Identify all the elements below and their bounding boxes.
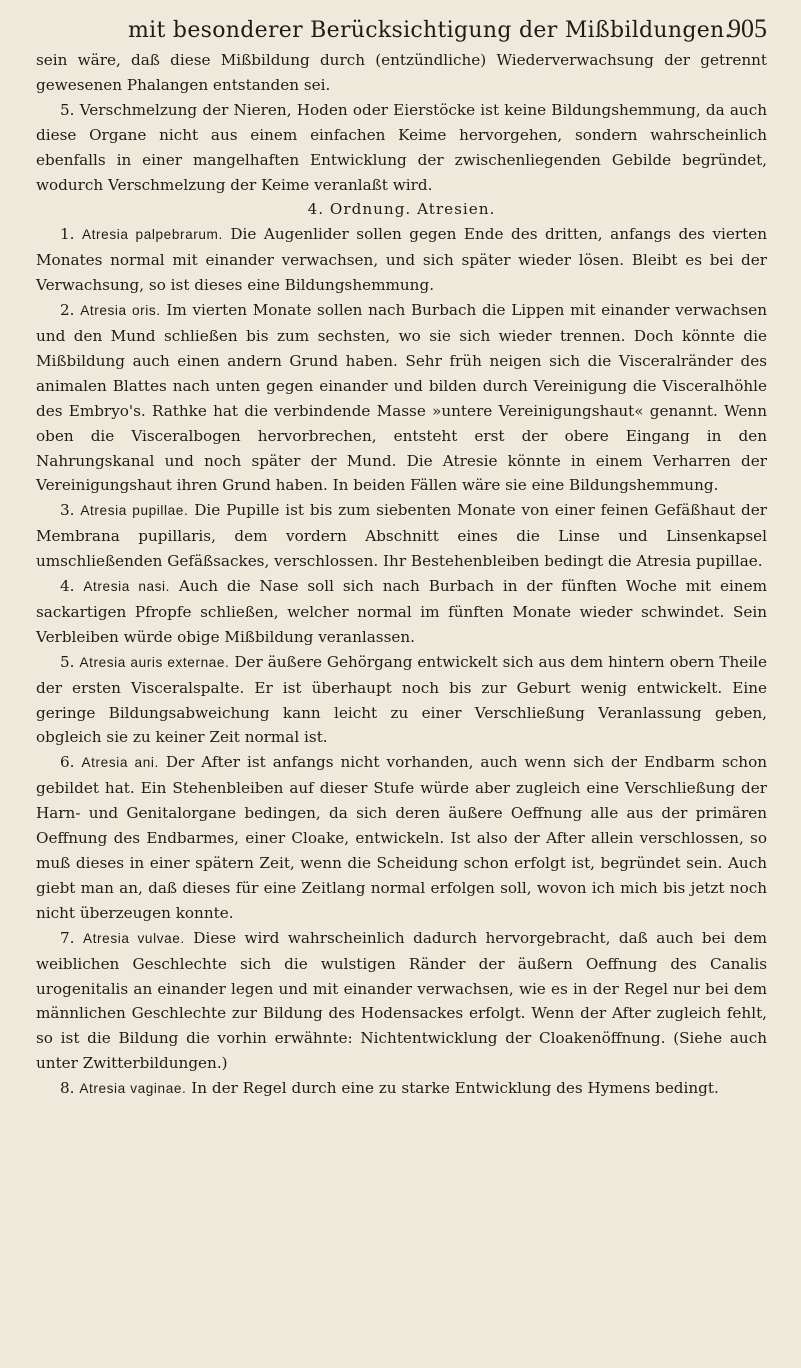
entry-number: 3. bbox=[60, 501, 75, 520]
entry-number: 2. bbox=[60, 301, 75, 320]
entry-latin-term: Atresia oris. bbox=[80, 303, 161, 319]
entry-number: 6. bbox=[60, 753, 75, 772]
entry-text: Diese wird wahrscheinlich dadurch hervorgebracht, daß auch bei dem weiblichen Geschlechte sich die wulstigen Ränder der äußern Oeffnung des Canalis urogenitalis an einander legen und mit einander verwachsen, wie es in der Regel nur bei dem männlichen Geschlechte zur Bildung des Hodensackes erfolgt. Wenn der After zugleich fehlt, so ist die Bildung die vorhin erwähnte: Nichtentwicklung der Cloakenöffnung. (Siehe auch unter Zwitterbildungen.) bbox=[36, 928, 768, 1073]
entry-latin-term: Atresia pupillae. bbox=[80, 503, 189, 519]
atresia-entry-7 bbox=[36, 926, 767, 1076]
entry-text: Der äußere Gehörgang entwickelt sich aus dem hintern obern Theile der ersten Visceralspalte. Er ist überhaupt noch bis zur Geburt wenig entwickelt. Eine geringe Bildungsabweichung kann leicht zu einer Verschließung Veranlassung geben, obgleich sie zu keiner Zeit normal ist. bbox=[36, 652, 768, 747]
page-number: 905 bbox=[728, 14, 767, 43]
entry-number: 1. bbox=[60, 225, 75, 244]
entry-latin-term: Atresia ani. bbox=[81, 755, 159, 771]
atresia-entry-4 bbox=[36, 574, 767, 650]
atresia-entry-6 bbox=[36, 750, 767, 925]
atresia-entry-1 bbox=[36, 222, 767, 298]
atresia-entry-2 bbox=[36, 298, 767, 498]
entry-number: 8. bbox=[60, 1079, 75, 1098]
running-header bbox=[36, 14, 767, 48]
entry-latin-term: Atresia nasi. bbox=[83, 579, 171, 595]
entry-text: Im vierten Monate sollen nach Burbach die Lippen mit einander verwachsen und den Mund schließen bis zum sechsten, wo sie sich wieder trennen. Doch könnte die Mißbildung auch einen andern Grund haben. Sehr früh neigen sich die Visceralränder des animalen Blattes nach unten gegen einander und bilden durch Vereinigung die Visceralhöhle des Embryo's. Rathke hat die verbindende Masse »untere Vereinigungshaut« genannt. Wenn oben die Visceralbogen hervorbrechen, entsteht erst der obere Eingang in den Nahrungskanal und noch später der Mund. Die Atresie könnte in einem Verharren der Vereinigungshaut ihren Grund haben. In beiden Fällen wäre sie eine Bildungshemmung. bbox=[36, 301, 768, 495]
running-title: mit besonderer Berücksichtigung der Mißbildungen. bbox=[128, 18, 732, 43]
paragraph-intro: sein wäre, daß diese Mißbildung durch (entzündliche) Wiederverwachsung der getrennt gewesenen Phalangen entstanden sei. bbox=[36, 51, 767, 94]
entry-number: 7. bbox=[60, 928, 75, 947]
entry-latin-term: Atresia palpebrarum. bbox=[82, 227, 223, 243]
entry-text: Die Pupille ist bis zum siebenten Monate von einer feinen Gefäßhaut der Membrana pupillaris, dem vordern Abschnitt eines die Linse und Linsenkapsel umschließenden Gefäßsackes, verschlossen. Ihr Bestehenbleiben bedingt die Atresia pupillae. bbox=[36, 501, 768, 571]
section-heading: 4. Ordnung. Atresien. bbox=[307, 200, 496, 219]
entry-text: Die Augenlider sollen gegen Ende des dritten, anfangs des vierten Monates normal mit einander verwachsen, und sich später wieder lösen. Bleibt es bei der Verwachsung, so ist dieses eine Bildungshemmung. bbox=[36, 225, 767, 295]
entry-latin-term: Atresia auris externae. bbox=[79, 654, 230, 670]
entry-latin-term: Atresia vulvae. bbox=[82, 930, 185, 946]
entry-number: 4. bbox=[60, 577, 75, 596]
entry-number: 5. bbox=[60, 652, 75, 671]
atresia-entry-8 bbox=[36, 1076, 767, 1102]
atresia-entry-5 bbox=[36, 650, 767, 751]
entry-latin-term: Atresia vaginae. bbox=[79, 1081, 187, 1097]
paragraph-item-5: 5. Verschmelzung der Nieren, Hoden oder Eierstöcke ist keine Bildungshemmung, da auch diese Organe nicht aus einem einfachen Keime hervorgehen, sondern wahrscheinlich ebenfalls in einer mangelhaften Entwicklung der zwischenliegenden Gebilde begründet, wodurch Verschmelzung der Keime veranlaßt wird. bbox=[36, 100, 767, 194]
entry-text: Der After ist anfangs nicht vorhanden, auch wenn sich der Endbarm schon gebildet hat. Ein Stehenbleiben auf dieser Stufe würde aber zugleich eine Verschließung der Harn- und Genitalorgane bedingen, da sich deren äußere Oeffnung alle aus der primären Oeffnung des Endbarmes, einer Cloake, entwickeln. Ist also der After allein verschlossen, so muß dieses in einer spätern Zeit, wenn die Scheidung schon erfolgt ist, begründet sein. Auch giebt man an, daß dieses für eine Zeitlang normal erfolgen soll, wovon ich mich bis jetzt noch nicht überzeugen konnte. bbox=[36, 753, 768, 922]
atresia-entry-3 bbox=[36, 498, 767, 574]
page-body bbox=[36, 48, 767, 1102]
entry-text: Auch die Nase soll sich nach Burbach in der fünften Woche mit einem sackartigen Pfropfe schließen, welcher normal im fünften Monate wieder schwindet. Sein Verbleiben würde obige Mißbildung veranlassen. bbox=[36, 577, 767, 646]
entry-text: In der Regel durch eine zu starke Entwicklung des Hymens bedingt. bbox=[191, 1079, 719, 1098]
